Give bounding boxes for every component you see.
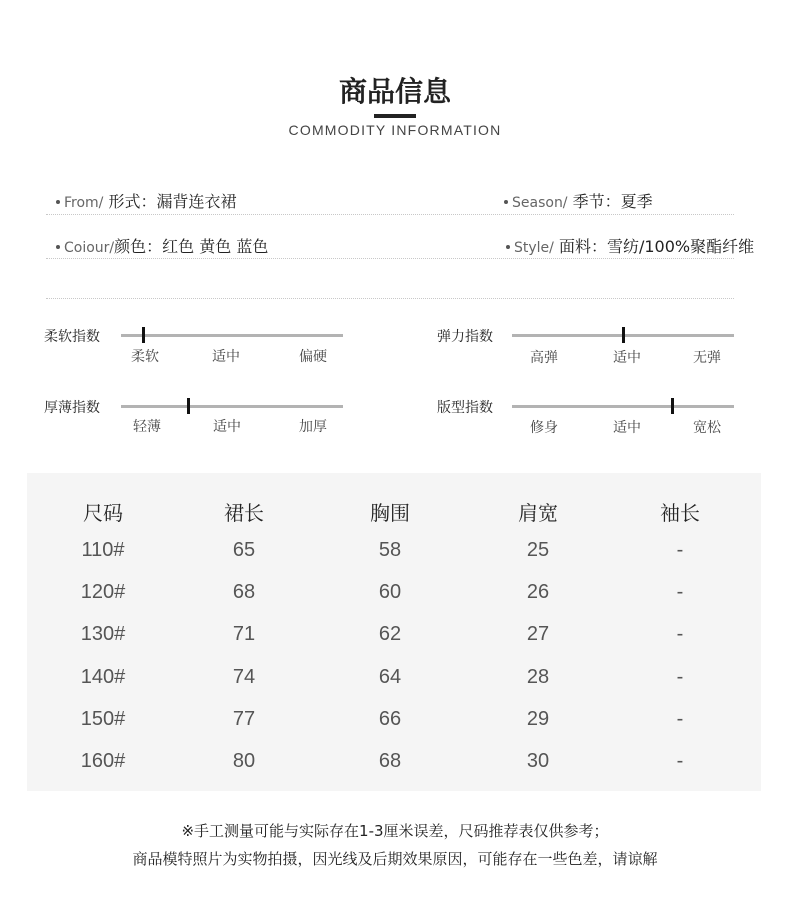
table-cell-bust: 66 (378, 708, 402, 730)
note-measurement: ※手工测量可能与实际存在1-3厘米误差，尺码推荐表仅供参考； (181, 822, 609, 840)
scale-thickness-tick-high: 加厚 (299, 419, 327, 435)
table-header-size: 尺码 (83, 501, 123, 525)
table-cell-sleeve: - (676, 750, 684, 772)
page-title: 商品信息 (338, 75, 451, 108)
table-cell-bust: 58 (378, 539, 402, 561)
table-cell-size: 120# (80, 581, 126, 603)
info-style-value: 面料：雪纺/100%聚酯纤维 (558, 237, 755, 256)
bullet-dot (56, 245, 60, 249)
scale-thickness-tick-mid: 适中 (213, 419, 241, 435)
scale-fit-track (512, 405, 734, 408)
scale-elasticity-tick-mid: 适中 (613, 350, 641, 366)
table-cell-size: 140# (80, 666, 126, 688)
dotted-divider (46, 298, 734, 299)
table-cell-bust: 62 (378, 623, 402, 645)
info-season-label: Season/ (512, 195, 568, 211)
table-cell-bust: 68 (378, 750, 402, 772)
table-cell-shoulder: 27 (526, 623, 550, 645)
table-cell-length: 71 (232, 623, 256, 645)
info-form-label: From/ (64, 195, 104, 211)
table-cell-length: 77 (232, 708, 256, 730)
info-season-value: 季节：夏季 (572, 192, 653, 211)
table-header-sleeve: 袖长 (660, 501, 700, 525)
table-cell-length: 74 (232, 666, 256, 688)
scale-elasticity-name: 弹力指数 (437, 329, 493, 345)
info-colour (56, 234, 268, 257)
table-cell-size: 150# (80, 708, 126, 730)
scale-fit-tick-high: 宽松 (693, 420, 721, 436)
table-cell-shoulder: 26 (526, 581, 550, 603)
scale-thickness-name: 厚薄指数 (44, 400, 100, 416)
table-header-bust: 胸围 (370, 501, 410, 525)
scale-elasticity-marker (622, 327, 625, 343)
info-colour-label: Coiour/ (64, 240, 115, 256)
table-cell-length: 65 (232, 539, 256, 561)
table-cell-shoulder: 28 (526, 666, 550, 688)
table-cell-length: 80 (232, 750, 256, 772)
scale-elasticity-tick-high: 无弹 (693, 350, 721, 366)
table-cell-sleeve: - (676, 666, 684, 688)
scale-softness-name: 柔软指数 (44, 329, 100, 345)
info-style (506, 234, 754, 257)
scale-fit-marker (671, 398, 674, 414)
info-form (56, 189, 237, 212)
scale-fit-tick-low: 修身 (530, 420, 558, 436)
table-cell-sleeve: - (676, 539, 684, 561)
table-cell-sleeve: - (676, 708, 684, 730)
scale-fit-tick-mid: 适中 (613, 420, 641, 436)
table-cell-size: 130# (80, 623, 126, 645)
bullet-dot (504, 200, 508, 204)
table-header-shoulder: 肩宽 (518, 501, 558, 525)
scale-softness-tick-high: 偏硬 (299, 349, 327, 365)
scale-softness-tick-low: 柔软 (131, 349, 159, 365)
scale-thickness-track (121, 405, 343, 408)
table-cell-shoulder: 30 (526, 750, 550, 772)
table-cell-sleeve: - (676, 581, 684, 603)
scale-thickness-tick-low: 轻薄 (133, 419, 161, 435)
scale-fit-name: 版型指数 (437, 400, 493, 416)
table-cell-sleeve: - (676, 623, 684, 645)
title-underline (374, 114, 416, 118)
table-cell-shoulder: 29 (526, 708, 550, 730)
table-cell-size: 160# (80, 750, 126, 772)
table-cell-shoulder: 25 (526, 539, 550, 561)
scale-elasticity-tick-low: 高弹 (530, 350, 558, 366)
table-header-length: 裙长 (224, 501, 264, 525)
info-colour-value: 颜色：红色 黄色 蓝色 (114, 237, 269, 256)
table-cell-length: 68 (232, 581, 256, 603)
dotted-divider (46, 214, 734, 215)
page-subtitle: COMMODITY INFORMATION (288, 122, 502, 138)
table-cell-bust: 60 (378, 581, 402, 603)
scale-softness-tick-mid: 适中 (212, 349, 240, 365)
scale-softness-marker (142, 327, 145, 343)
dotted-divider (46, 258, 734, 259)
note-color-disclaimer: 商品模特照片为实物拍摄，因光线及后期效果原因，可能存在一些色差，请谅解 (132, 850, 658, 868)
info-season (504, 189, 653, 212)
bullet-dot (56, 200, 60, 204)
info-style-label: Style/ (514, 240, 554, 256)
info-form-value: 形式：漏背连衣裙 (108, 192, 237, 211)
table-cell-bust: 64 (378, 666, 402, 688)
table-cell-size: 110# (81, 539, 125, 561)
scale-thickness-marker (187, 398, 190, 414)
scale-softness-track (121, 334, 343, 337)
bullet-dot (506, 245, 510, 249)
